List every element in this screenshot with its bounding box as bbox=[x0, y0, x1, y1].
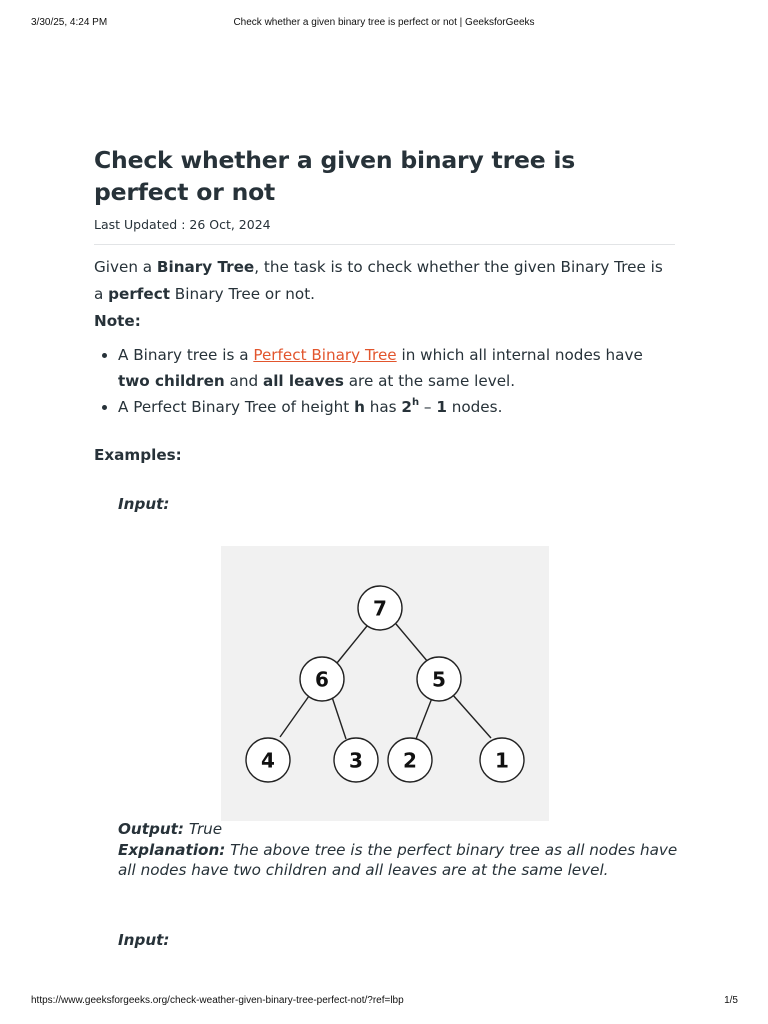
tree-node bbox=[480, 738, 524, 782]
tree-node bbox=[334, 738, 378, 782]
edge-7-6 bbox=[337, 626, 367, 663]
edge-5-1 bbox=[452, 694, 491, 738]
note1-text-4: are at the same level. bbox=[343, 372, 516, 390]
note-list bbox=[94, 342, 675, 420]
output-value: True bbox=[184, 820, 223, 838]
note-label: Note: bbox=[94, 312, 141, 330]
tree-node bbox=[246, 738, 290, 782]
intro-bold-binary-tree: Binary Tree bbox=[156, 258, 255, 276]
input-label-2: Input: bbox=[118, 931, 170, 949]
note2-text-1: A Perfect Binary Tree of height bbox=[118, 398, 355, 416]
note2-text-3: – bbox=[419, 398, 437, 416]
node-label: 1 bbox=[495, 748, 509, 773]
node-label: 2 bbox=[403, 748, 417, 773]
note2-bold-h: h bbox=[354, 398, 365, 416]
explanation-label: Explanation: bbox=[118, 840, 226, 859]
intro-text-2: , the task is to check whether the given Binary Tree is a bbox=[94, 258, 663, 303]
intro-bold-perfect: perfect bbox=[108, 285, 170, 303]
input-label: Input: bbox=[118, 495, 170, 513]
output-label: Output: bbox=[118, 820, 185, 838]
note-item-1 bbox=[118, 342, 675, 394]
explanation-text: The above tree is the perfect binary tree as all nodes have all nodes have two children and all leaves are at the same level. bbox=[118, 840, 678, 879]
binary-tree-diagram bbox=[221, 546, 549, 821]
binary-tree-figure bbox=[221, 546, 549, 821]
intro-paragraph bbox=[94, 254, 675, 308]
explanation-line bbox=[118, 840, 678, 881]
print-url: https://www.geeksforgeeks.org/check-weather-given-binary-tree-perfect-not/?ref=lbp bbox=[31, 995, 404, 1006]
article-title: Check whether a given binary tree is perfect or not bbox=[94, 146, 576, 206]
article bbox=[94, 144, 675, 469]
note1-bold-two-children: two children bbox=[118, 372, 225, 390]
note2-bold-1: 1 bbox=[436, 398, 447, 416]
output-line bbox=[118, 819, 678, 840]
page-number: 1/5 bbox=[724, 995, 738, 1006]
note1-text-3: and bbox=[224, 372, 263, 390]
note1-text-1: A Binary tree is a bbox=[118, 346, 254, 364]
node-label: 7 bbox=[373, 596, 387, 621]
node-label: 6 bbox=[315, 667, 329, 692]
intro-text-1: Given a bbox=[94, 258, 157, 276]
node-label: 3 bbox=[349, 748, 363, 773]
edge-7-5 bbox=[396, 624, 428, 662]
output-block bbox=[118, 819, 678, 881]
print-header bbox=[0, 17, 768, 31]
perfect-binary-tree-link[interactable]: Perfect Binary Tree bbox=[253, 346, 397, 364]
note2-bold-2: 2 bbox=[401, 398, 412, 416]
print-footer bbox=[0, 995, 768, 1009]
tree-node bbox=[358, 586, 402, 630]
note2-text-2: has bbox=[364, 398, 402, 416]
intro-text-3: Binary Tree or not. bbox=[169, 285, 315, 303]
print-page-title: Check whether a given binary tree is perfect or not | GeeksforGeeks bbox=[233, 17, 535, 28]
edge-6-3 bbox=[332, 697, 346, 739]
tree-node bbox=[388, 738, 432, 782]
node-label: 4 bbox=[261, 748, 275, 773]
divider bbox=[94, 244, 675, 245]
note1-bold-all-leaves: all leaves bbox=[262, 372, 344, 390]
tree-node bbox=[417, 657, 461, 701]
note-item-2 bbox=[118, 394, 675, 420]
tree-node bbox=[300, 657, 344, 701]
examples-label: Examples: bbox=[94, 446, 182, 464]
last-updated: Last Updated : 26 Oct, 2024 bbox=[94, 217, 271, 232]
node-label: 5 bbox=[432, 667, 446, 692]
note2-text-4: nodes. bbox=[446, 398, 503, 416]
note2-superscript-h: h bbox=[411, 397, 420, 408]
note1-text-2: in which all internal nodes have bbox=[396, 346, 643, 364]
print-date: 3/30/25, 4:24 PM bbox=[31, 17, 108, 28]
edge-5-2 bbox=[416, 698, 432, 739]
edge-6-4 bbox=[280, 696, 309, 737]
